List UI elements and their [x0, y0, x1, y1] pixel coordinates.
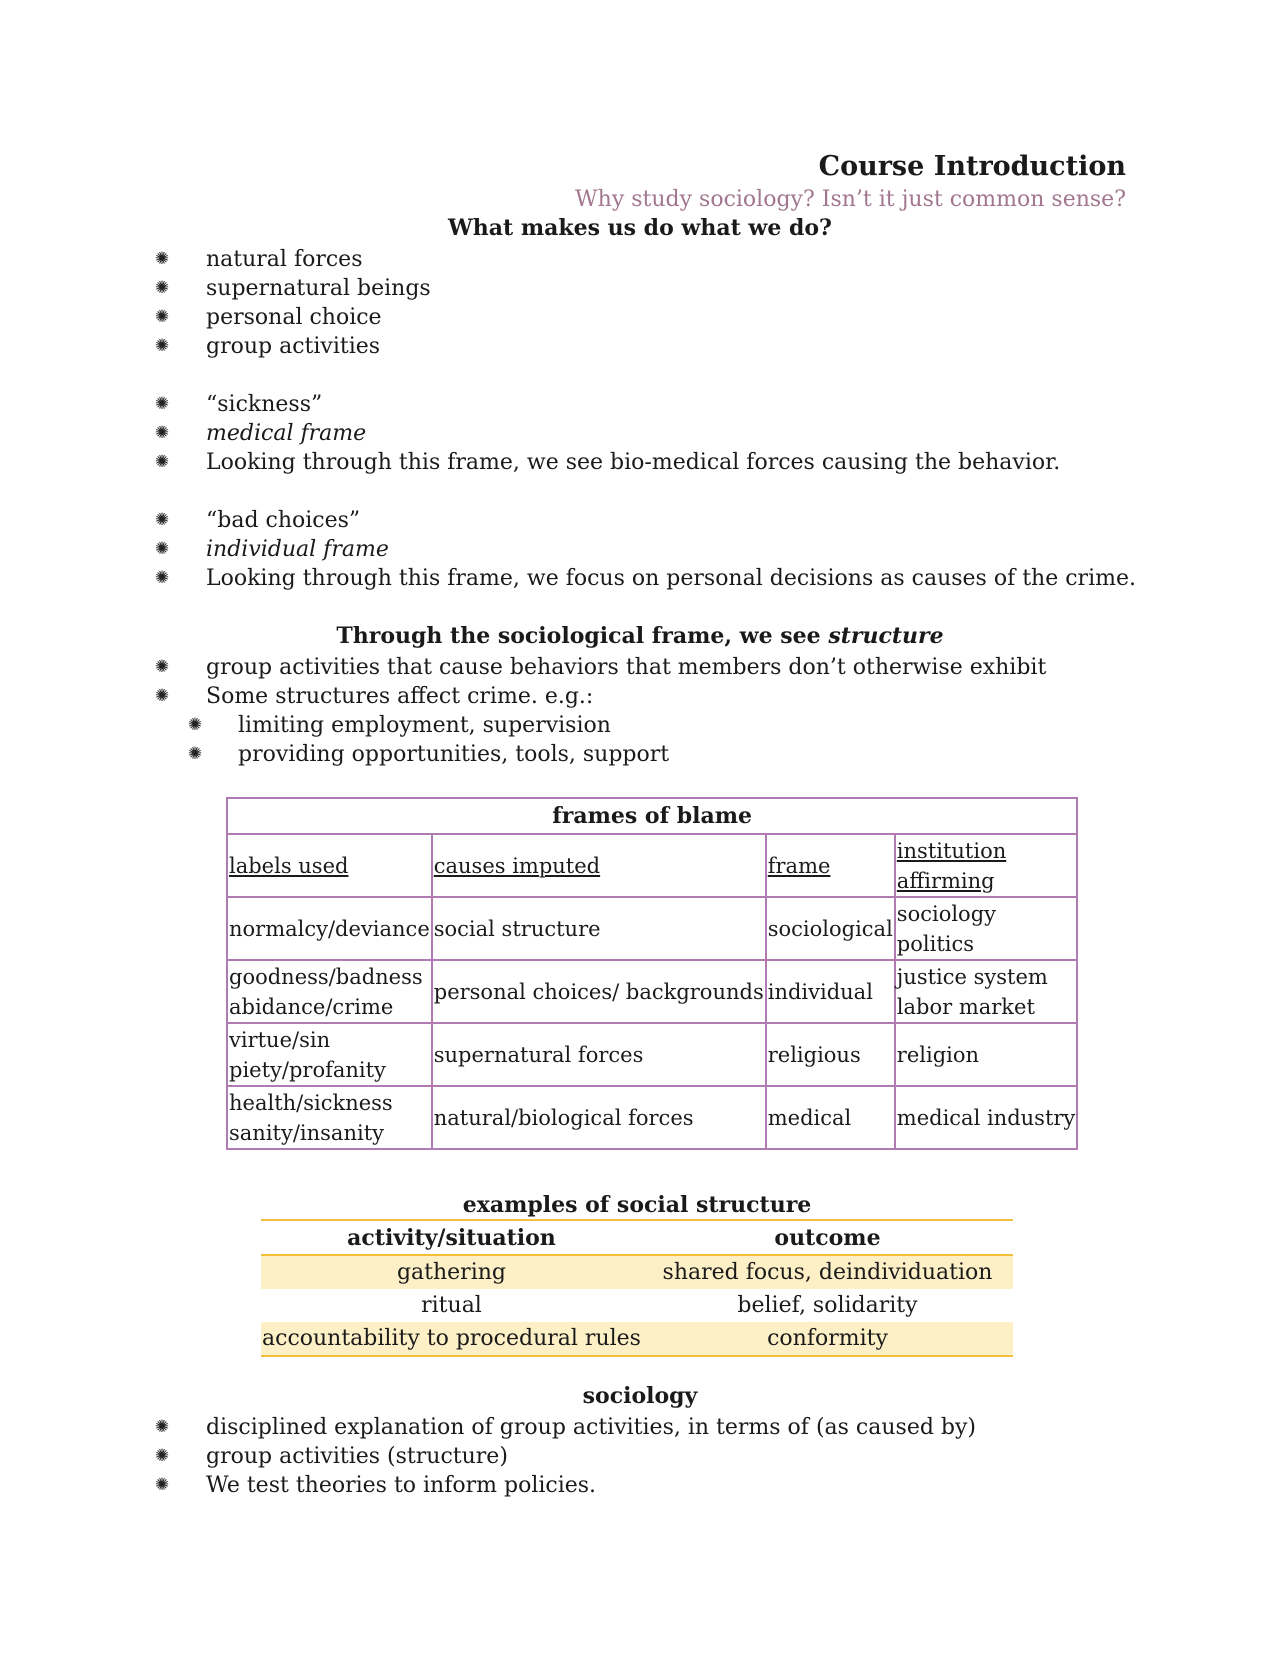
- table-cell: virtue/sin piety/profanity: [227, 1023, 432, 1086]
- column-header: activity/situation: [261, 1220, 642, 1255]
- section-heading-what-makes-us: What makes us do what we do?: [448, 215, 832, 241]
- bullet-icon: ✺: [154, 249, 170, 269]
- list-item: ✺ supernatural beings: [152, 274, 1136, 303]
- section-heading-sociological-frame: Through the sociological frame, we see structure: [336, 623, 944, 649]
- table-cell: normalcy/deviance: [227, 897, 432, 960]
- table-header-row: [261, 1220, 1013, 1255]
- examples-of-social-structure-table: [261, 1192, 1013, 1357]
- list-item: ✺ providing opportunities, tools, support: [152, 740, 1046, 769]
- table-cell: justice system labor market: [895, 960, 1078, 1023]
- bullet-icon: ✺: [154, 657, 170, 677]
- list-item: ✺ Some structures affect crime. e.g.:: [152, 682, 1046, 711]
- list-item: ✺ “sickness”: [152, 390, 1136, 419]
- list-item: ✺ group activities that cause behaviors that members don’t otherwise exhibit: [152, 653, 1046, 682]
- bullet-icon: ✺: [154, 1417, 170, 1437]
- table-cell: medical: [766, 1086, 895, 1149]
- table-cell: supernatural forces: [432, 1023, 766, 1086]
- list-item: ✺ natural forces: [152, 245, 1136, 274]
- bullet-list-forces: [152, 245, 1136, 593]
- table-caption: frames of blame: [227, 798, 1077, 834]
- bullet-list-structure: [152, 653, 1046, 769]
- bullet-icon: ✺: [154, 336, 170, 356]
- table-cell: sociology politics: [895, 897, 1078, 960]
- bullet-icon: ✺: [154, 307, 170, 327]
- table-cell: goodness/badness abidance/crime: [227, 960, 432, 1023]
- bullet-icon: ✺: [154, 510, 170, 530]
- table-cell: belief, solidarity: [737, 1293, 918, 1318]
- table-cell: accountability to procedural rules: [261, 1322, 642, 1356]
- section-heading-sociology: sociology: [582, 1383, 698, 1409]
- table-cell: social structure: [432, 897, 766, 960]
- list-item: ✺ Looking through this frame, we focus on personal decisions as causes of the crime.: [152, 564, 1136, 593]
- list-item: ✺ “bad choices”: [152, 506, 1136, 535]
- column-header: labels used: [227, 834, 432, 897]
- table-cell: health/sickness sanity/insanity: [227, 1086, 432, 1149]
- table-cell: medical industry: [895, 1086, 1078, 1149]
- list-item: ✺ personal choice: [152, 303, 1136, 332]
- table-cell: religion: [895, 1023, 1078, 1086]
- table-cell: conformity: [642, 1322, 1013, 1356]
- list-item: ✺ limiting employment, supervision: [152, 711, 1046, 740]
- bullet-icon: ✺: [154, 568, 170, 588]
- table-caption-row: [227, 798, 1077, 834]
- table-cell: gathering: [261, 1255, 642, 1289]
- column-header: causes imputed: [432, 834, 766, 897]
- bullet-icon: ✺: [154, 1475, 170, 1495]
- bullet-icon: ✺: [187, 715, 203, 735]
- list-item: ✺ We test theories to inform policies.: [152, 1471, 976, 1500]
- bullet-icon: ✺: [154, 452, 170, 472]
- frames-of-blame-table: [226, 797, 1078, 1150]
- table-cell: shared focus, deindividuation: [642, 1255, 1013, 1289]
- page-title: Course Introduction: [818, 151, 1126, 182]
- table-header-row: [227, 834, 1077, 897]
- column-header: institution affirming: [895, 834, 1078, 897]
- bullet-icon: ✺: [187, 744, 203, 764]
- column-header: outcome: [642, 1220, 1013, 1255]
- bullet-icon: ✺: [154, 539, 170, 559]
- table-cell: ritual: [421, 1293, 482, 1318]
- list-item: ✺ group activities: [152, 332, 1136, 361]
- list-item: ✺ Looking through this frame, we see bio-medical forces causing the behavior.: [152, 448, 1136, 477]
- table-row: [227, 960, 1077, 1023]
- column-header: frame: [766, 834, 895, 897]
- table-row: [261, 1255, 1013, 1289]
- list-item: ✺ group activities (structure): [152, 1442, 976, 1471]
- list-item: ✺ medical frame: [152, 419, 1136, 448]
- table-cell: religious: [766, 1023, 895, 1086]
- table-cell: sociological: [766, 897, 895, 960]
- bullet-icon: ✺: [154, 423, 170, 443]
- bullet-icon: ✺: [154, 686, 170, 706]
- bullet-icon: ✺: [154, 1446, 170, 1466]
- bullet-icon: ✺: [154, 278, 170, 298]
- table-row: [227, 897, 1077, 960]
- list-item: ✺ disciplined explanation of group activities, in terms of (as caused by): [152, 1413, 976, 1442]
- table-row: [227, 1023, 1077, 1086]
- bullet-list-sociology: [152, 1413, 976, 1500]
- list-item: ✺ individual frame: [152, 535, 1136, 564]
- table-row: [261, 1322, 1013, 1356]
- bullet-icon: ✺: [154, 394, 170, 414]
- table-row: [261, 1289, 1013, 1322]
- table-cell: personal choices/ backgrounds: [432, 960, 766, 1023]
- table-cell: natural/biological forces: [432, 1086, 766, 1149]
- table-row: [227, 1086, 1077, 1149]
- table-caption: examples of social structure: [462, 1192, 812, 1218]
- page-subtitle: Why study sociology? Isn’t it just common sense?: [575, 187, 1126, 212]
- table-cell: individual: [766, 960, 895, 1023]
